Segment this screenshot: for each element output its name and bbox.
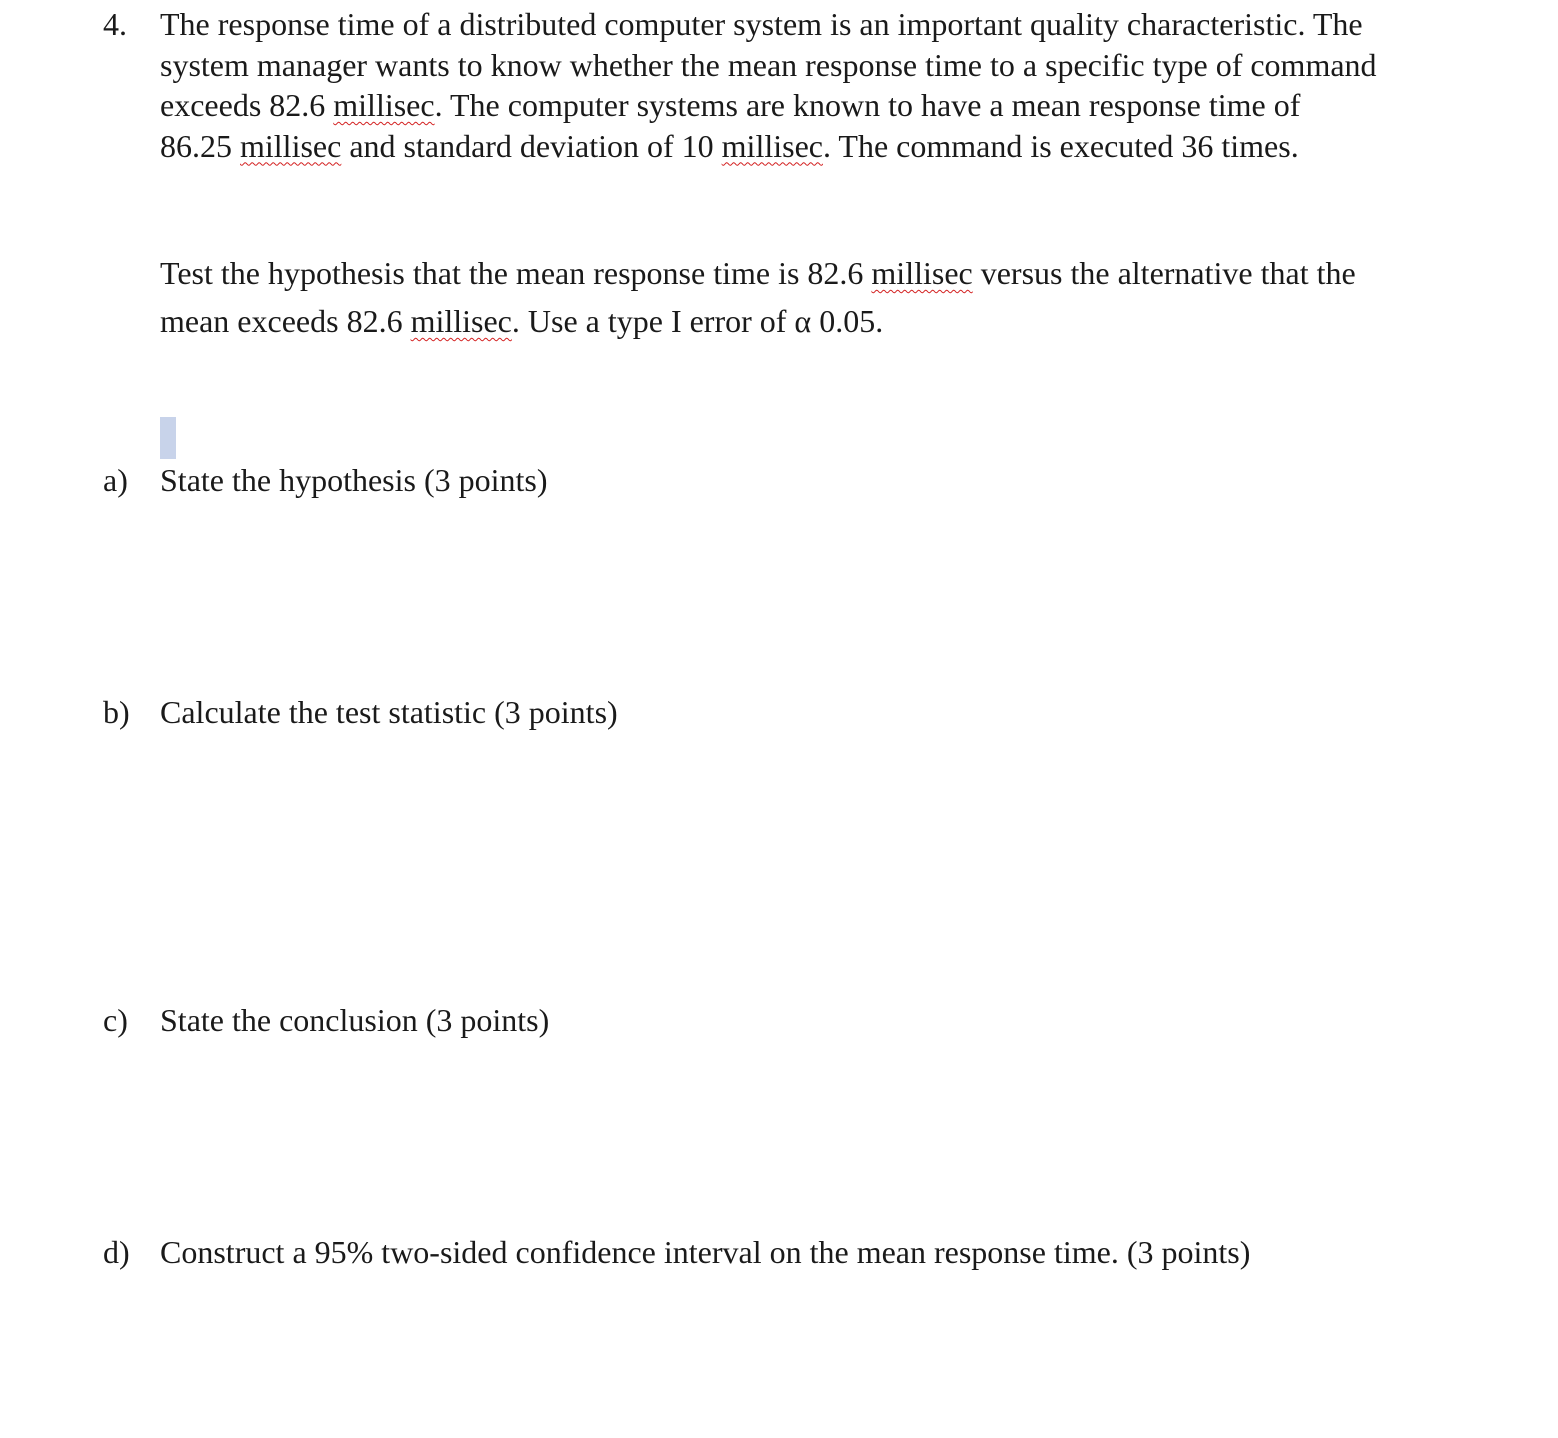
- part-d-label: d): [103, 1234, 130, 1270]
- text-cursor-highlight: [160, 417, 176, 459]
- part-b-text: Calculate the test statistic (3 points): [160, 694, 618, 730]
- part-a-text: State the hypothesis (3 points): [160, 462, 548, 498]
- misspelled-word[interactable]: millisec: [721, 127, 823, 164]
- problem-number: 4.: [103, 6, 127, 42]
- hypothesis-instruction: Test the hypothesis that the mean response time is 82.6 millisec versus the alternative that the mean exceeds 82.6 millisec. Use a type I error of α 0.05.: [160, 255, 1356, 339]
- part-a-label: a): [103, 462, 128, 498]
- part-c-label: c): [103, 1002, 128, 1038]
- part-c-text: State the conclusion (3 points): [160, 1002, 550, 1038]
- misspelled-word[interactable]: millisec: [240, 127, 342, 164]
- part-b-label: b): [103, 694, 130, 730]
- misspelled-word[interactable]: millisec: [871, 255, 973, 291]
- misspelled-word[interactable]: millisec: [333, 87, 435, 123]
- misspelled-word[interactable]: millisec: [410, 303, 512, 339]
- problem-intro: The response time of a distributed computer system is an important quality characteristic. The system manager wants to know whether the mean response time to a specific type of command exceeds 82.6 millisec. The computer systems are known to have a mean response time of 86.25 millisec and standard deviation of 10 millisec. The command is executed 36 times.: [160, 6, 1377, 164]
- part-d-text: Construct a 95% two-sided confidence interval on the mean response time. (3 points): [160, 1234, 1251, 1270]
